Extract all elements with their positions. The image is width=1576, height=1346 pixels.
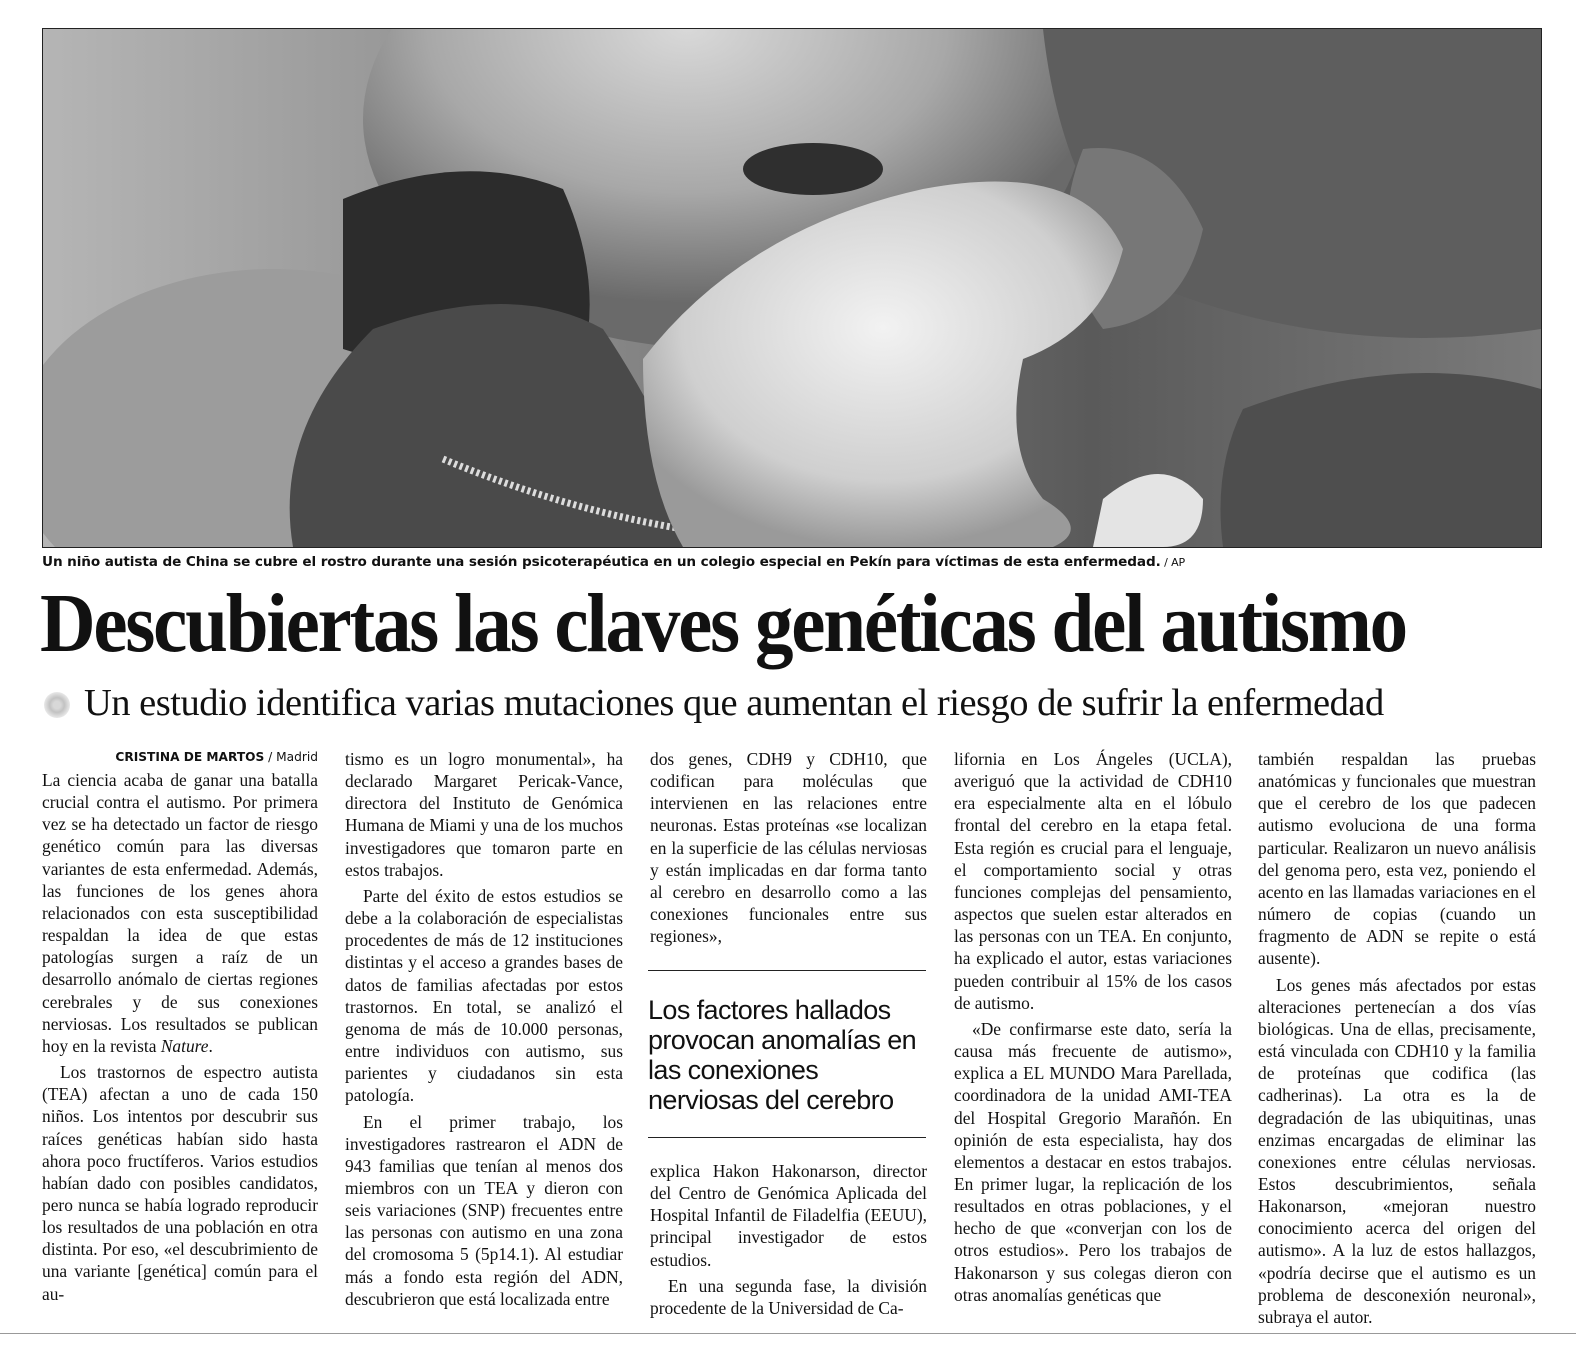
paragraph: Los trastornos de espectro autista (TEA) afectan a uno de cada 150 niños. Los intentos por descubrir sus raíces genéticas habían sido hasta ahora poco fructíferos. Varios estudios habían dado con posibles candidatos, pero nunca se había logrado reproducir los resultados de una población en otra distinta. Por eso, «el descubrimiento de una variante [genética] común para el au- xyxy=(42,1062,318,1304)
article-column-4 xyxy=(954,748,1232,1306)
article-column-3-continued xyxy=(650,1160,927,1319)
article-column-2 xyxy=(345,748,623,1310)
paragraph: explica Hakon Hakonarson, director del Centro de Genómica Aplicada del Hospital Infantil de Filadelfia (EEUU), principal investigador de estos estudios. xyxy=(650,1161,927,1270)
article-column-1 xyxy=(42,748,318,1305)
byline-author: CRISTINA DE MARTOS xyxy=(115,750,265,764)
photo-caption xyxy=(42,554,1540,570)
pull-quote: Los factores hallados provocan anomalías en las conexiones nerviosas del cerebro xyxy=(648,970,926,1138)
bottom-rule xyxy=(0,1333,1576,1334)
caption-text: Un niño autista de China se cubre el rostro durante una sesión psicoterapéutica en un colegio especial en Pekín para víctimas de esta enfermedad. xyxy=(42,554,1161,570)
paragraph: lifornia en Los Ángeles (UCLA), averiguó que la actividad de CDH10 era especialmente alta en el lóbulo frontal del cerebro en la etapa fetal. Esta región es crucial para el lenguaje, el comportamiento social y otras funciones complejas del pensamiento, aspectos que suelen estar alterados en las personas con un TEA. En conjunto, ha explicado el autor, estas variaciones pueden contribuir al 15% de los casos de autismo. xyxy=(954,749,1232,1013)
paragraph xyxy=(42,769,318,1057)
article-column-5 xyxy=(1258,748,1536,1328)
article-photo xyxy=(42,28,1542,548)
byline xyxy=(42,748,318,766)
subheadline: Un estudio identifica varias mutaciones que aumentan el riesgo de sufrir la enfermedad xyxy=(84,682,1384,724)
subhead-bullet-icon xyxy=(44,692,70,718)
paragraph: Parte del éxito de estos estudios se debe a la colaboración de especialistas procedentes de más de 12 instituciones distintas y el acceso a grandes bases de datos de familias afectadas por estos trastornos. En total, se analizó el genoma de más de 10.000 personas, entre individuos con autismo, sus parientes y ciudadanos sin esta patología. xyxy=(345,885,623,1106)
paragraph-end: . xyxy=(208,1035,213,1056)
paragraph: En una segunda fase, la división procedente de la Universidad de Ca- xyxy=(650,1275,927,1318)
journal-name: Nature xyxy=(160,1035,209,1056)
autistic-child-photo-icon xyxy=(43,29,1541,547)
article-column-3 xyxy=(650,748,927,947)
photo-credit: / AP xyxy=(1160,556,1186,569)
paragraph: Los genes más afectados por estas alteraciones pertenecían a dos vías biológicas. Una de ellas, precisamente, está vinculada con CDH10 y la familia de proteínas que codifica (las cadherinas). La otra es la de degradación de las ubiquitinas, unas enzimas encargadas de eliminar las conexiones entre células nerviosas. Estos descubrimientos, señala Hakonarson, «mejoran nuestro conocimiento acerca del origen del autismo». A la luz de estos hallazgos, «podría decirse que el autismo es un problema de desconexión neuronal», subraya el autor. xyxy=(1258,974,1536,1327)
paragraph: dos genes, CDH9 y CDH10, que codifican para moléculas que intervienen en las relaciones entre neuronas. Estas proteínas «se localizan en la superficie de las células nerviosas y están implicadas en dar forma tanto al cerebro en desarrollo como a las conexiones funcionales entre sus regiones», xyxy=(650,749,927,947)
paragraph: «De confirmarse este dato, sería la causa más frecuente de autismo», explica a EL MUNDO Mara Parellada, coordinadora de la unidad AMI-TEA del Hospital Gregorio Marañón. En opinión de esta especialista, hay dos elementos a destacar en estos trabajos. En primer lugar, la replicación de los resultados en otras poblaciones, y el hecho de que «converjan con los de otros estudios». Pero los trabajos de Hakonarson y sus colegas dieron con otras anomalías genéticas que xyxy=(954,1018,1232,1305)
paragraph: tismo es un logro monumental», ha declarado Margaret Pericak-Vance, directora del Instituto de Genómica Humana de Miami y una de los muchos investigadores que tomaron parte en estos trabajos. xyxy=(345,749,623,880)
headline: Descubiertas las claves genéticas del autismo xyxy=(40,576,1406,670)
paragraph: En el primer trabajo, los investigadores rastrearon el ADN de 943 familias que tenían al menos dos miembros con un TEA y dieron con seis variaciones (SNP) frecuentes entre las personas con autismo en una zona del cromosoma 5 (5p14.1). Al estudiar más a fondo esta región del ADN, descubrieron que está localizada entre xyxy=(345,1111,623,1309)
paragraph: también respaldan las pruebas anatómicas y funcionales que muestran que el cerebro de los que padecen autismo evoluciona de una forma particular. Realizaron un nuevo análisis del genoma pero, esta vez, poniendo el acento en las llamadas variaciones en el número de copias (cuando un fragmento de ADN se repite o está ausente). xyxy=(1258,749,1536,969)
byline-place: / Madrid xyxy=(264,750,318,764)
paragraph-text: La ciencia acaba de ganar una batalla crucial contra el autismo. Por primera vez se ha detectado un factor de riesgo genético común para las diversas variantes de esta enfermedad. Además, las funciones de los genes ahora relacionados con esta susceptibilidad respaldan la idea de que estas patologías surgen a raíz de un desarrollo anómalo de ciertas regiones cerebrales y de sus conexiones nerviosas. Los resultados se publican hoy en la revista xyxy=(42,770,318,1056)
